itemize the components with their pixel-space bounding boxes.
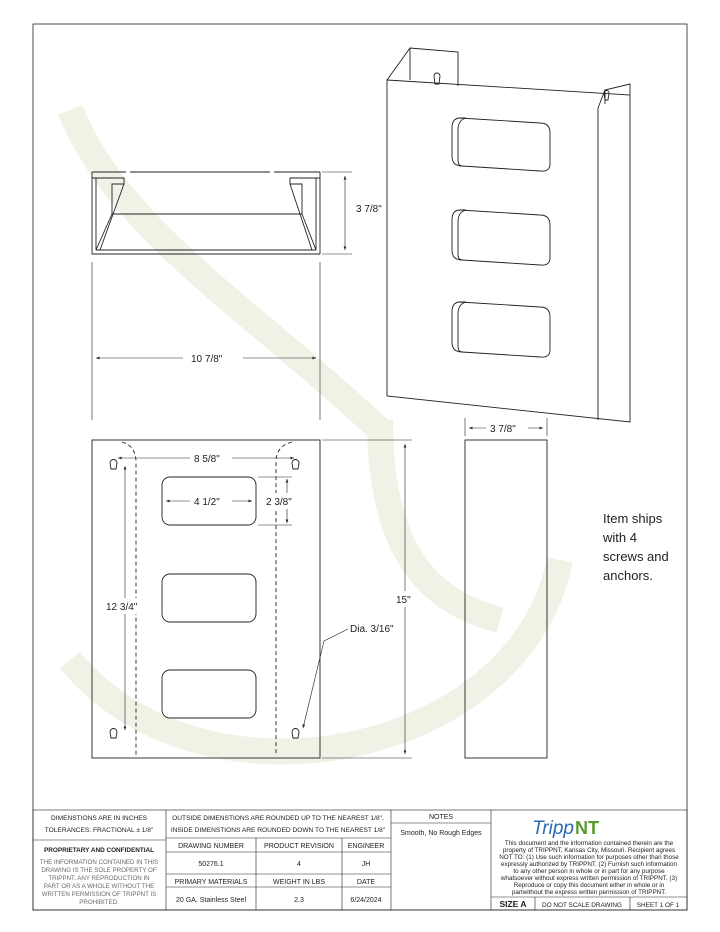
- svg-text:Tripp: Tripp: [532, 818, 574, 839]
- svg-text:NOT TO: (1) Use such informati: NOT TO: (1) Use such information for purposes other than those: [499, 854, 679, 861]
- revision: 4: [297, 861, 301, 868]
- svg-text:DRAWING IS THE SOLE PROPERTY O: DRAWING IS THE SOLE PROPERTY OF: [41, 867, 157, 874]
- drawing-number-label: DRAWING NUMBER: [178, 843, 244, 850]
- svg-text:This document and the informat: This document and the information contained therein are the: [504, 840, 674, 847]
- svg-text:expressly authorized by TRIPPN: expressly authorized by TRIPPNT. (2) Furnish such information: [501, 861, 677, 868]
- engineer-label: ENGINEER: [347, 843, 385, 850]
- dim-side-depth: 3 7/8": [490, 424, 516, 435]
- revision-label: PRODUCT REVISION: [264, 843, 334, 850]
- svg-text:property of TRIPPNT, Kansas Ci: property of TRIPPNT, Kansas City, Missouri. Recipient agrees: [502, 847, 676, 854]
- svg-text:to any other person in whole o: to any other person in whole or in part for any purpose: [513, 868, 665, 875]
- proprietary-text: [40, 859, 158, 906]
- proprietary-header: PROPRIETARY AND CONFIDENTIAL: [43, 847, 155, 854]
- svg-text:partwithout the express writte: partwithout the express written permission of TRIPPNT.: [511, 889, 667, 896]
- units-line-2: TOLERANCES: FRACTIONAL ± 1/8": [44, 827, 154, 834]
- sheet-number: SHEET 1 OF 1: [636, 902, 680, 909]
- notes-header: NOTES: [428, 814, 454, 821]
- svg-text:NT: NT: [575, 818, 599, 838]
- units-line-1: DIMENSTIONS ARE IN INCHES: [51, 815, 147, 822]
- svg-text:whatsoever without express wr: whatsoever without express written permission of TRIPPNT. (3): [500, 875, 678, 882]
- rounding-line-1: OUTSIDE DIMENSTIONS ARE ROUNDED UP TO THE NEAREST 1/8",: [172, 815, 384, 822]
- dim-top-depth: 3 7/8": [356, 204, 382, 215]
- dim-opening-width: 4 1/2": [194, 497, 220, 508]
- svg-text:anchors.: anchors.: [603, 568, 653, 583]
- date: 6/24/2024: [350, 897, 382, 904]
- iso-view: [387, 48, 630, 422]
- trippnt-logo: [532, 818, 599, 839]
- drawing-number: 50276.1: [198, 861, 224, 868]
- svg-text:Reproduce or copy this documen: Reproduce or copy this document either in whole or in: [513, 882, 665, 889]
- svg-text:screws and: screws and: [603, 549, 669, 564]
- engineer: JH: [361, 861, 371, 868]
- svg-text:WRITTEN PERMISSION OF TRIPPNT: WRITTEN PERMISSION OF TRIPPNT IS: [41, 891, 157, 898]
- svg-text:TRIPPNT. ANY REPRODUCTION IN: TRIPPNT. ANY REPRODUCTION IN: [48, 875, 150, 882]
- dim-opening-height: 2 3/8": [266, 497, 292, 508]
- scale-note: DO NOT SCALE DRAWING: [542, 902, 622, 909]
- materials: 20 GA. Stainless Steel: [175, 897, 247, 904]
- dim-dia-leader: [303, 629, 348, 728]
- shipping-note: [602, 511, 669, 583]
- dim-hole-spacing-h: 8 5/8": [194, 454, 220, 465]
- weight: 2.3: [294, 897, 304, 904]
- svg-text:PROHIBITED.: PROHIBITED.: [79, 899, 119, 906]
- svg-text:Item ships: Item ships: [603, 511, 663, 526]
- size-label: SIZE A: [499, 899, 527, 909]
- dim-hole-diameter: Dia. 3/16": [350, 624, 394, 635]
- date-label: DATE: [356, 879, 376, 886]
- svg-text:with 4: with 4: [603, 530, 637, 545]
- dim-top-width: 10 7/8": [191, 354, 223, 365]
- dim-height: 15": [396, 595, 411, 606]
- dim-hole-spacing-v: 12 3/4": [106, 602, 138, 613]
- materials-label: PRIMARY MATERIALS: [174, 879, 248, 886]
- svg-text:THE INFORMATION CONTAINED IN T: THE INFORMATION CONTAINED IN THIS: [39, 859, 159, 866]
- legal-text: [499, 840, 679, 896]
- rounding-line-2: INSIDE DIMENSTIONS ARE ROUNDED DOWN TO THE NEAREST 1/8": [170, 827, 386, 834]
- weight-label: WEIGHT IN LBS: [273, 879, 325, 886]
- svg-text:PART OR AS A WHOLE WITHOUT THE: PART OR AS A WHOLE WITHOUT THE: [43, 883, 155, 890]
- notes-value: Smooth, No Rough Edges: [400, 830, 482, 837]
